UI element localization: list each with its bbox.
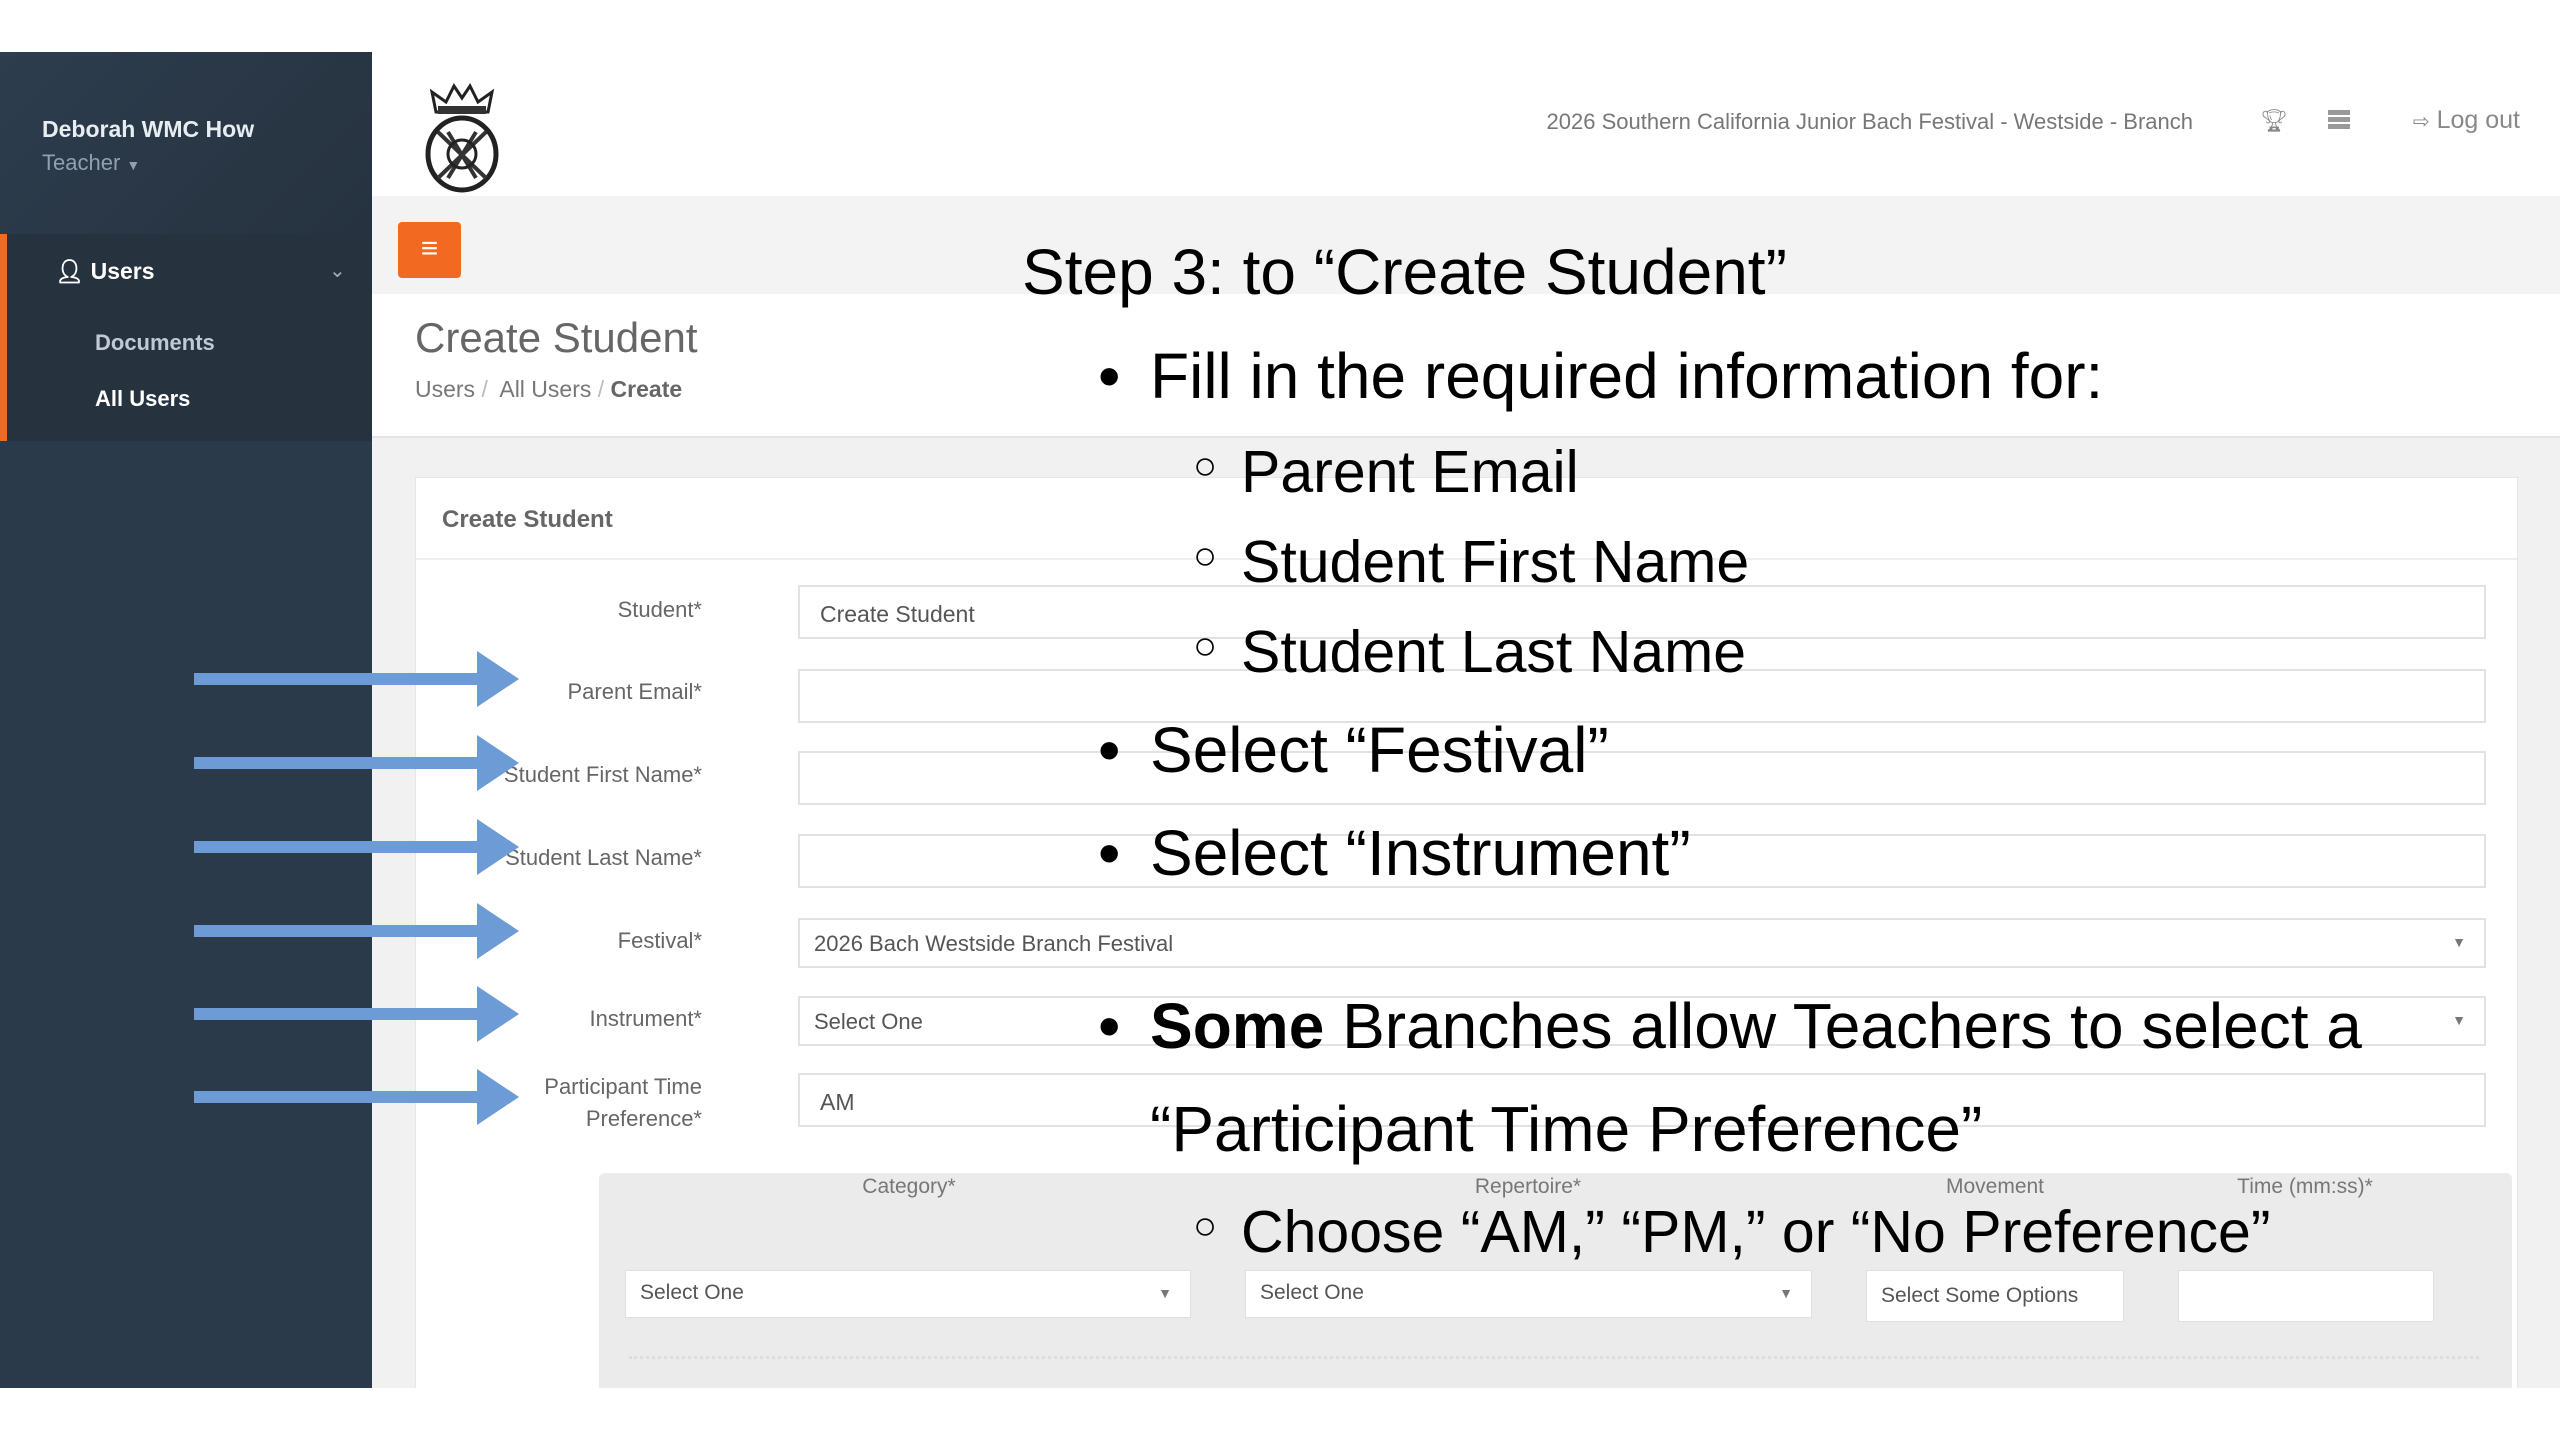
festival-label: Festival* bbox=[617, 928, 702, 953]
caret-down-icon: ▼ bbox=[126, 157, 141, 173]
sidebar-item-users[interactable] bbox=[55, 258, 155, 285]
step-heading: Step 3: to “Create Student” bbox=[1022, 236, 1787, 308]
bullet-icon: • bbox=[1098, 990, 1121, 1062]
festival-value: 2026 Bach Westside Branch Festival bbox=[814, 931, 1174, 956]
time-pref-label-1: Participant Time bbox=[544, 1074, 702, 1099]
sidebar-item-all-users[interactable]: All Users bbox=[95, 386, 191, 411]
instruction-item: Parent Email bbox=[1241, 439, 1579, 505]
user-role-dropdown[interactable] bbox=[42, 150, 140, 176]
repertoire-value: Select One bbox=[1260, 1281, 1364, 1304]
arrow-first-name bbox=[194, 735, 519, 791]
repertoire-header: Repertoire* bbox=[1474, 1175, 1582, 1198]
arrow-parent-email bbox=[194, 651, 519, 707]
instruction-item: Student First Name bbox=[1241, 529, 1750, 595]
time-input[interactable] bbox=[2178, 1270, 2434, 1322]
user-icon: 👤︎ bbox=[55, 258, 85, 284]
repertoire-select[interactable] bbox=[1245, 1270, 1812, 1318]
circle-bullet-icon: ○ bbox=[1193, 1204, 1218, 1248]
logout-label: Log out bbox=[2436, 106, 2520, 134]
top-header bbox=[372, 52, 2560, 196]
bach-seal-logo bbox=[418, 82, 506, 194]
user-role: Teacher bbox=[42, 150, 121, 175]
sidebar-group-users bbox=[0, 234, 372, 441]
time-pref-value: AM bbox=[820, 1089, 855, 1115]
breadcrumb: Users / All Users / Create bbox=[415, 376, 683, 402]
movement-value: Select Some Options bbox=[1881, 1284, 2079, 1307]
instrument-label: Instrument* bbox=[589, 1006, 702, 1031]
instruction-choose: Choose “AM,” “PM,” or “No Preference” bbox=[1241, 1199, 2271, 1265]
caret-down-icon: ▼ bbox=[1779, 1285, 1793, 1301]
circle-bullet-icon: ○ bbox=[1193, 624, 1218, 668]
bullet-icon: • bbox=[1098, 817, 1121, 889]
first-name-label: Student First Name* bbox=[503, 762, 702, 787]
circle-bullet-icon: ○ bbox=[1193, 534, 1218, 578]
hamburger-icon: ≡ bbox=[420, 232, 439, 265]
trophy-icon[interactable]: 🏆︎ bbox=[2260, 108, 2288, 133]
movement-multiselect[interactable] bbox=[1866, 1270, 2124, 1322]
arrow-instrument bbox=[194, 986, 519, 1042]
breadcrumb-create: Create bbox=[610, 376, 683, 402]
student-label: Student* bbox=[617, 597, 702, 622]
student-value: Create Student bbox=[820, 601, 975, 627]
divider bbox=[629, 1356, 2479, 1359]
instruction-branches bbox=[1150, 990, 2362, 1062]
user-panel bbox=[0, 52, 372, 234]
caret-down-icon: ▼ bbox=[1158, 1285, 1172, 1301]
time-pref-label-2: Preference* bbox=[585, 1106, 702, 1131]
menu-toggle-button[interactable] bbox=[398, 222, 461, 278]
festival-select[interactable] bbox=[798, 918, 2486, 968]
time-header: Time (mm:ss)* bbox=[2237, 1175, 2373, 1198]
last-name-label: Student Last Name* bbox=[505, 845, 702, 870]
panel-title: Create Student bbox=[442, 506, 613, 533]
logout-button[interactable] bbox=[2413, 106, 2520, 135]
bullet-icon: • bbox=[1098, 340, 1121, 412]
page-title: Create Student bbox=[415, 314, 698, 361]
branches-text: Branches allow Teachers to select a bbox=[1324, 990, 2362, 1062]
category-select[interactable] bbox=[625, 1270, 1191, 1318]
caret-down-icon: ▼ bbox=[2452, 934, 2466, 950]
bullet-icon: • bbox=[1098, 714, 1121, 786]
logout-icon: ⇨ bbox=[2412, 111, 2430, 133]
category-header: Category* bbox=[862, 1175, 956, 1198]
sidebar-item-documents[interactable]: Documents bbox=[95, 330, 215, 355]
emphasis-some: Some bbox=[1150, 990, 1325, 1062]
first-name-input[interactable] bbox=[798, 751, 2486, 805]
list-icon[interactable] bbox=[2328, 110, 2350, 130]
sidebar bbox=[0, 52, 372, 1388]
user-name: Deborah WMC How bbox=[42, 116, 255, 142]
arrow-festival bbox=[194, 903, 519, 959]
parent-email-label: Parent Email* bbox=[567, 679, 702, 704]
instruction-instrument: Select “Instrument” bbox=[1150, 817, 1691, 889]
instruction-item: Student Last Name bbox=[1241, 619, 1747, 685]
circle-bullet-icon: ○ bbox=[1193, 444, 1218, 488]
sidebar-item-label: Users bbox=[90, 258, 155, 284]
arrow-last-name bbox=[194, 819, 519, 875]
festival-name: 2026 Southern California Junior Bach Festival - Westside - Branch bbox=[1546, 109, 2193, 134]
instrument-value: Select One bbox=[814, 1009, 923, 1034]
instruction-fill: Fill in the required information for: bbox=[1150, 340, 2104, 412]
category-value: Select One bbox=[640, 1281, 744, 1304]
breadcrumb-all-users[interactable]: All Users bbox=[499, 376, 592, 402]
breadcrumb-users[interactable]: Users bbox=[415, 376, 476, 402]
instruction-branches-2: “Participant Time Preference” bbox=[1150, 1093, 1983, 1165]
chevron-down-icon[interactable]: ⌄ bbox=[329, 260, 346, 282]
arrow-time-preference bbox=[194, 1069, 519, 1125]
instruction-festival: Select “Festival” bbox=[1150, 714, 1609, 786]
caret-down-icon: ▼ bbox=[2452, 1012, 2466, 1028]
movement-header: Movement bbox=[1945, 1175, 2045, 1198]
